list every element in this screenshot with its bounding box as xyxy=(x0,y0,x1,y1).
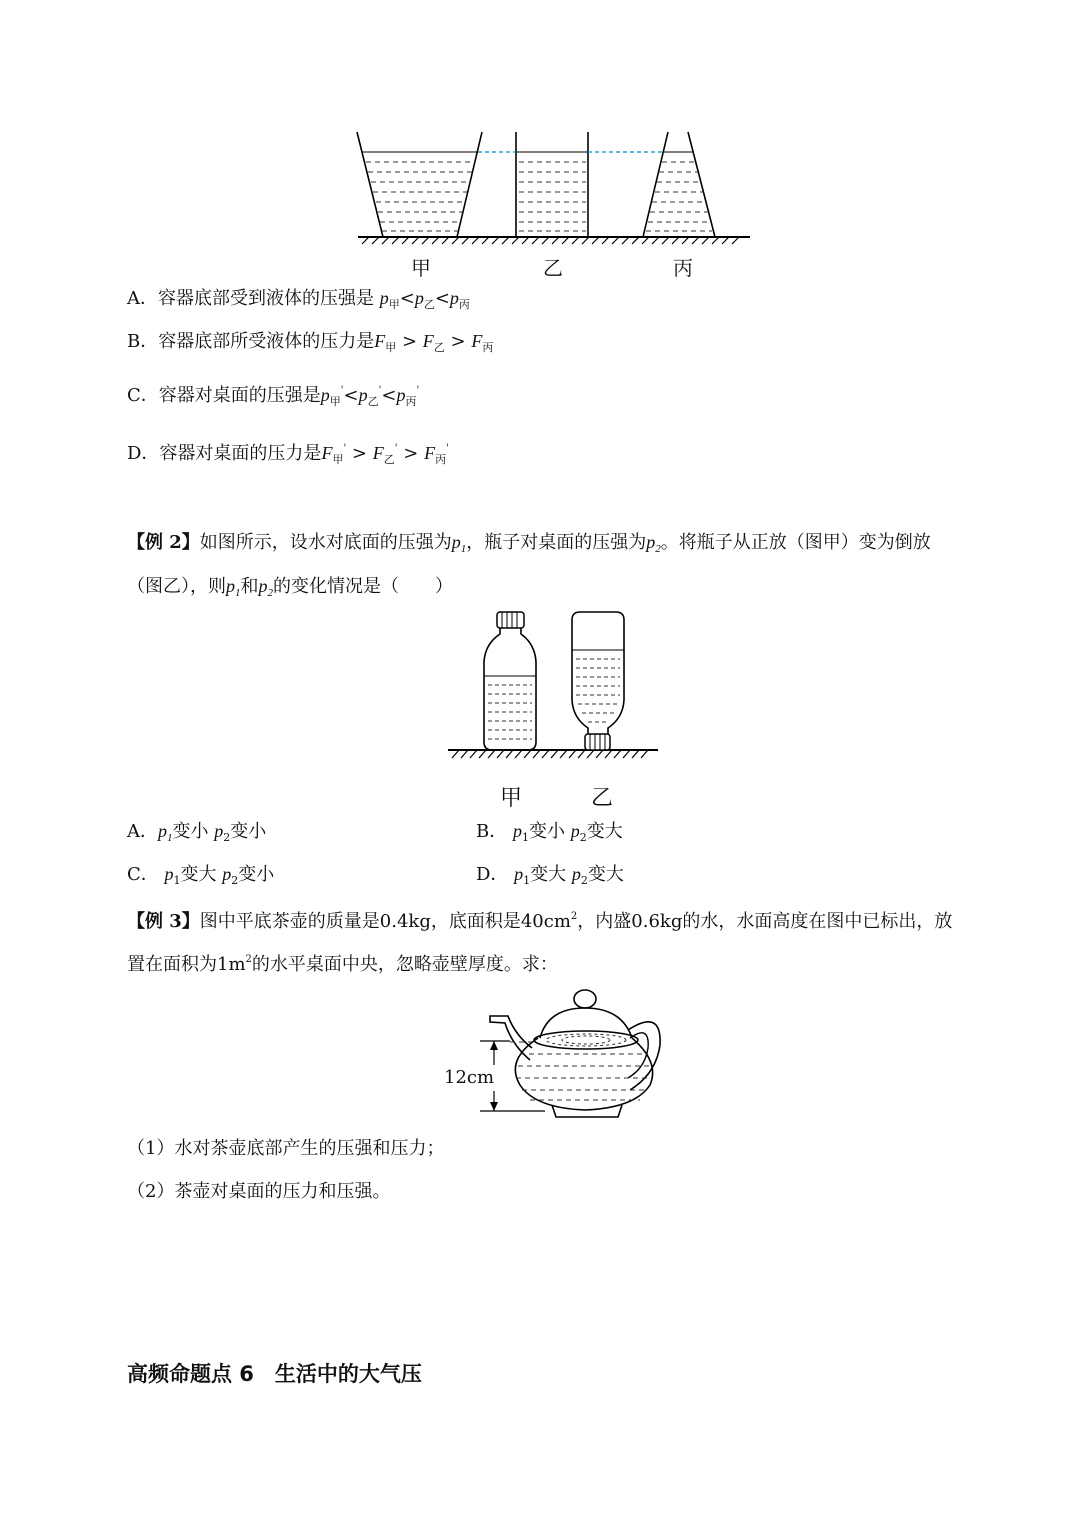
fig1-label-jia: 甲 xyxy=(411,256,431,280)
q1-option-c: C．容器对桌面的压强是$p_甲'<p_乙'<p_丙'$ xyxy=(127,385,420,408)
ex2-option-c: C． $p_1$变大 $p_2$变小 xyxy=(127,864,275,887)
fig2-label-jia: 甲 xyxy=(500,786,523,811)
ex3-subquestion-1: （1）水对茶壶底部产生的压强和压力； xyxy=(127,1138,445,1159)
fig1-label-bing: 丙 xyxy=(673,256,693,280)
fig1-label-yi: 乙 xyxy=(543,256,563,280)
ex2-option-a: A．$p_1$变小 $p_2$变小 xyxy=(127,821,267,844)
ex3-question-line1: 【例 3】图中平底茶壶的质量是0.4kg，底面积是$40cm^2$，内盛0.6kg的水，水面高度在图中已标出，放 xyxy=(127,911,953,932)
ex3-subquestion-2: （2）茶壶对桌面的压力和压强。 xyxy=(127,1181,391,1202)
q1-option-b: B．容器底部所受液体的压力是$F_甲 > F_乙 > F_丙$ xyxy=(127,331,494,354)
section-heading: 高频命题点 6 生活中的大气压 xyxy=(127,1362,422,1386)
q1-option-d: D．容器对桌面的压力是$F_甲' > F_乙' > F_丙'$ xyxy=(127,443,449,466)
teapot-height-label: 12cm xyxy=(443,1065,495,1091)
ex2-option-b: B． $p_1$变小 $p_2$变大 xyxy=(476,821,623,844)
ex2-question-line1: 【例 2】如图所示，设水对底面的压强为$p_1$，瓶子对桌面的压强为$p_2$。将瓶子从正放（图甲）变为倒放 xyxy=(127,532,931,555)
q1-option-a: A．容器底部受到液体的压强是 $p_甲<p_乙<p_丙$ xyxy=(127,288,470,311)
fig2-label-yi: 乙 xyxy=(591,786,614,811)
ex2-option-d: D． $p_1$变大 $p_2$变大 xyxy=(476,864,624,887)
ex3-question-line2: 置在面积为$1m^2$的水平桌面中央，忽略壶壁厚度。求： xyxy=(127,954,558,975)
ex2-question-line2: （图乙），则$p_1$和$p_2$的变化情况是（ ） xyxy=(127,576,453,599)
